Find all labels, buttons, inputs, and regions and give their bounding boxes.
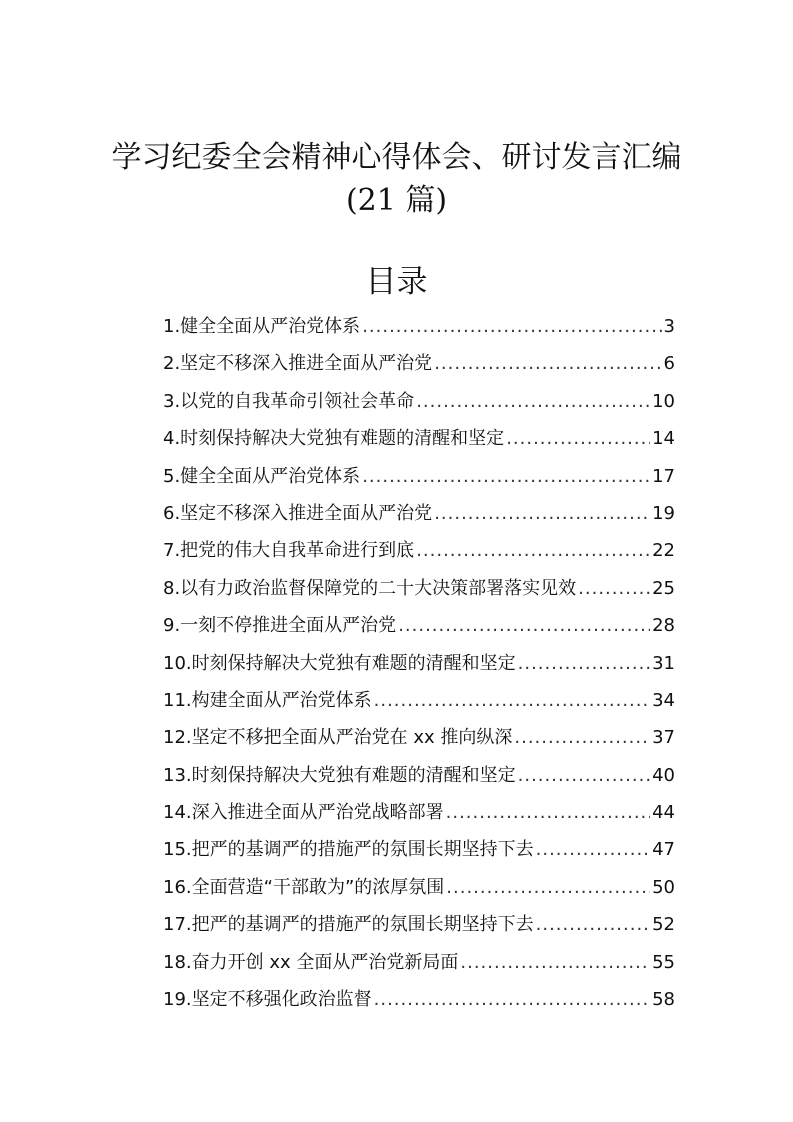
toc-leader-dots — [518, 650, 650, 678]
table-of-contents — [163, 313, 675, 1023]
toc-entry[interactable] — [163, 425, 675, 462]
toc-entry-page: 19 — [652, 502, 675, 524]
toc-entry[interactable] — [163, 463, 675, 500]
toc-entry-title: 4.时刻保持解决大党独有难题的清醒和坚定 — [163, 428, 505, 450]
toc-entry[interactable] — [163, 575, 675, 612]
toc-leader-dots — [374, 986, 650, 1014]
toc-leader-dots — [446, 874, 650, 902]
toc-entry-title: 13.时刻保持解决大党独有难题的清醒和坚定 — [163, 764, 516, 786]
toc-entry-title: 7.把党的伟大自我革命进行到底 — [163, 540, 415, 562]
toc-leader-dots — [536, 911, 650, 939]
toc-entry-page: 6 — [663, 353, 675, 375]
toc-entry-page: 22 — [652, 540, 675, 562]
toc-entry-page: 47 — [652, 839, 675, 861]
toc-entry[interactable] — [163, 612, 675, 649]
toc-leader-dots — [536, 836, 650, 864]
toc-leader-dots — [578, 575, 650, 603]
toc-entry-title: 1.健全全面从严治党体系 — [163, 316, 361, 337]
toc-entry[interactable] — [163, 313, 675, 350]
toc-entry[interactable] — [163, 350, 675, 387]
toc-leader-dots — [460, 949, 650, 977]
toc-entry-page: 40 — [652, 764, 675, 786]
toc-entry-page: 3 — [663, 316, 675, 337]
toc-entry-title: 17.把严的基调严的措施严的氛围长期坚持下去 — [163, 914, 534, 936]
toc-entry-page: 28 — [652, 615, 675, 637]
toc-entry[interactable] — [163, 500, 675, 537]
toc-entry-title: 16.全面营造“干部敢为”的浓厚氛围 — [163, 876, 445, 898]
document-title: 学习纪委全会精神心得体会、研讨发言汇编 — [111, 140, 682, 175]
toc-entry-title: 15.把严的基调严的措施严的氛围长期坚持下去 — [163, 839, 534, 861]
toc-entry[interactable] — [163, 762, 675, 799]
toc-leader-dots — [506, 425, 650, 453]
toc-leader-dots — [374, 687, 650, 715]
toc-leader-dots — [434, 500, 650, 528]
toc-entry-title: 2.坚定不移深入推进全面从严治党 — [163, 353, 433, 375]
toc-entry[interactable] — [163, 799, 675, 836]
toc-entry-title: 10.时刻保持解决大党独有难题的清醒和坚定 — [163, 652, 516, 674]
toc-leader-dots — [514, 724, 650, 752]
toc-leader-dots — [362, 463, 650, 491]
toc-leader-dots — [398, 612, 650, 640]
toc-entry-title: 9.一刻不停推进全面从严治党 — [163, 615, 397, 637]
toc-entry-title: 6.坚定不移深入推进全面从严治党 — [163, 502, 433, 524]
toc-entry-page: 37 — [652, 727, 675, 749]
toc-entry-page: 58 — [652, 989, 675, 1011]
toc-leader-dots — [446, 799, 650, 827]
toc-entry-title: 19.坚定不移强化政治监督 — [163, 989, 372, 1011]
toc-entry-title: 8.以有力政治监督保障党的二十大决策部署落实见效 — [163, 577, 577, 599]
toc-entry-title: 5.健全全面从严治党体系 — [163, 465, 361, 487]
toc-leader-dots — [362, 313, 661, 341]
toc-entry-page: 10 — [652, 390, 675, 412]
toc-entry-title: 18.奋力开创 xx 全面从严治党新局面 — [163, 951, 459, 973]
toc-entry[interactable] — [163, 949, 675, 986]
toc-leader-dots — [416, 388, 650, 416]
toc-entry[interactable] — [163, 650, 675, 687]
document-subtitle: (21 篇) — [345, 183, 448, 218]
toc-entry[interactable] — [163, 911, 675, 948]
toc-entry-title: 11.构建全面从严治党体系 — [163, 689, 372, 711]
toc-entry-page: 52 — [652, 914, 675, 936]
toc-entry[interactable] — [163, 986, 675, 1023]
toc-entry-page: 25 — [652, 577, 675, 599]
toc-heading: 目录 — [365, 264, 428, 300]
toc-entry-title: 12.坚定不移把全面从严治党在 xx 推向纵深 — [163, 727, 513, 749]
toc-entry[interactable] — [163, 537, 675, 574]
toc-entry[interactable] — [163, 388, 675, 425]
toc-entry[interactable] — [163, 724, 675, 761]
toc-entry-page: 17 — [652, 465, 675, 487]
toc-entry-page: 55 — [652, 951, 675, 973]
toc-leader-dots — [518, 762, 650, 790]
toc-leader-dots — [434, 350, 661, 378]
toc-entry[interactable] — [163, 687, 675, 724]
toc-entry-page: 50 — [652, 876, 675, 898]
toc-entry[interactable] — [163, 836, 675, 873]
toc-entry-page: 31 — [652, 652, 675, 674]
toc-entry-page: 34 — [652, 689, 675, 711]
toc-entry-page: 44 — [652, 802, 675, 824]
toc-entry[interactable] — [163, 874, 675, 911]
toc-entry-page: 14 — [652, 428, 675, 450]
toc-leader-dots — [416, 537, 650, 565]
toc-entry-title: 14.深入推进全面从严治党战略部署 — [163, 802, 444, 824]
toc-entry-title: 3.以党的自我革命引领社会革命 — [163, 390, 415, 412]
